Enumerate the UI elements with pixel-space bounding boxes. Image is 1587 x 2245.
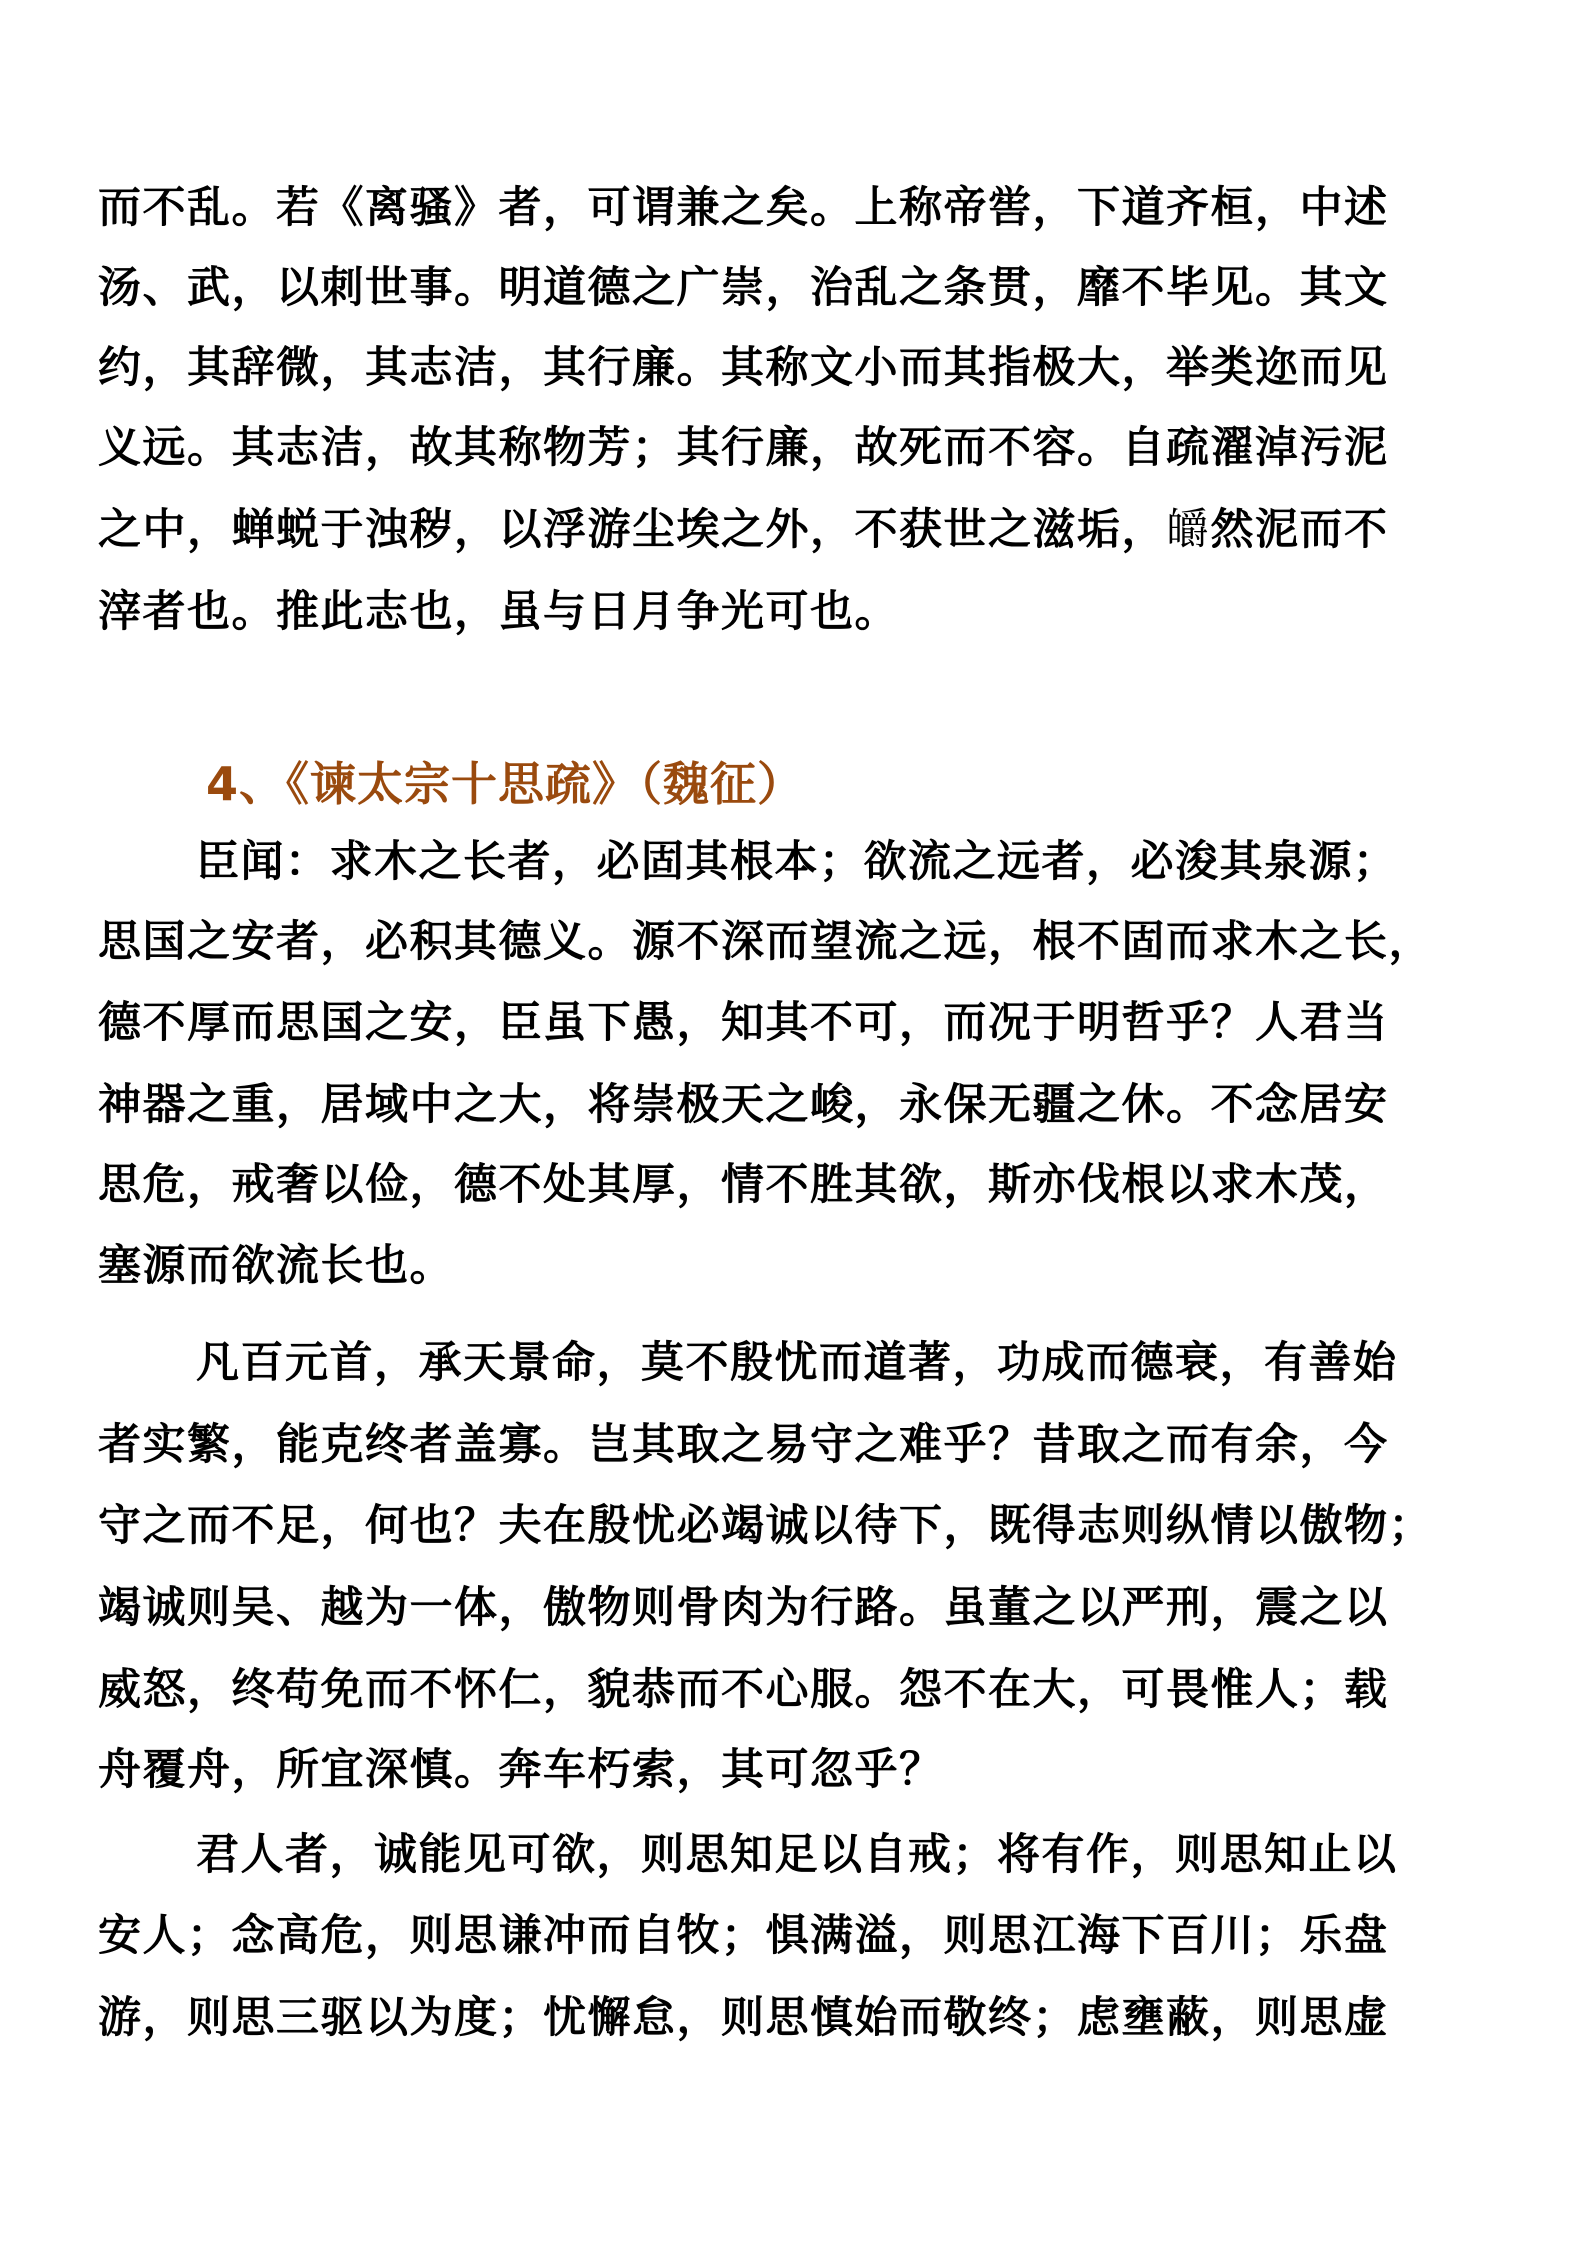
- text-line: 守之而不足，何也？夫在殷忧必竭诚以待下，既得志则纵情以傲物；: [98, 1501, 1433, 1551]
- text-line: 滓者也。推此志也，虽与日月争光可也。: [98, 587, 899, 637]
- text-line: [98, 500, 1389, 560]
- text-line: 威怒，终苟免而不怀仁，貌恭而不心服。怨不在大，可畏惟人；载: [98, 1665, 1389, 1715]
- text-line: [196, 832, 1398, 892]
- text-line: 舟覆舟，所宜深慎。奔车朽索，其可忽乎？: [98, 1745, 944, 1795]
- text-line: 德不厚而思国之安，臣虽下愚，知其不可，而况于明哲乎？人君当: [98, 998, 1389, 1048]
- text-line: 塞源而欲流长也。: [98, 1241, 454, 1291]
- text-line: 汤、武，以刺世事。明道德之广崇，治乱之条贯，靡不毕见。其文: [98, 263, 1389, 313]
- text-line: 竭诚则吴、越为一体，傲物则骨肉为行路。虽董之以严刑，震之以: [98, 1583, 1389, 1633]
- text-line: 游，则思三驱以为度；忧懈怠，则思慎始而敬终；虑壅蔽，则思虚: [98, 1993, 1389, 2043]
- rare-character: 皭: [1166, 505, 1211, 555]
- text-line: 君人者，诚能见可欲，则思知足以自戒；将有作，则思知止以: [196, 1830, 1398, 1880]
- text-line: 安人；念高危，则思谦冲而自牧；惧满溢，则思江海下百川；乐盘: [98, 1911, 1389, 1961]
- text-segment: ：求木之长者，必固其根本；欲流之远者，必浚其泉源；: [285, 837, 1398, 887]
- paragraph-lead: 臣闻: [196, 837, 285, 887]
- text-line: 思危，戒奢以俭，德不处其厚，情不胜其欲，斯亦伐根以求木茂，: [98, 1160, 1389, 1210]
- section-heading: 4、《谏太宗十思疏》（魏征）: [206, 757, 805, 811]
- text-line: 神器之重，居域中之大，将崇极天之峻，永保无疆之休。不念居安: [98, 1080, 1389, 1130]
- text-line: 者实繁，能克终者盖寡。岂其取之易守之难乎？昔取之而有余，今: [98, 1420, 1389, 1470]
- text-line: 凡百元首，承天景命，莫不殷忧而道著，功成而德衰，有善始: [196, 1338, 1398, 1388]
- text-line: 思国之安者，必积其德义。源不深而望流之远，根不固而求木之长，: [98, 917, 1433, 967]
- text-segment: 然泥而不: [1210, 505, 1389, 555]
- text-line: 义远。其志洁，故其称物芳；其行廉，故死而不容。自疏濯淖污泥: [98, 423, 1389, 473]
- text-line: 而不乱。若《离骚》者，可谓兼之矣。上称帝喾，下道齐桓，中述: [98, 183, 1389, 233]
- text-segment: 之中，蝉蜕于浊秽，以浮游尘埃之外，不获世之滋垢，: [98, 505, 1166, 555]
- text-line: 约，其辞微，其志洁，其行廉。其称文小而其指极大，举类迩而见: [98, 343, 1389, 393]
